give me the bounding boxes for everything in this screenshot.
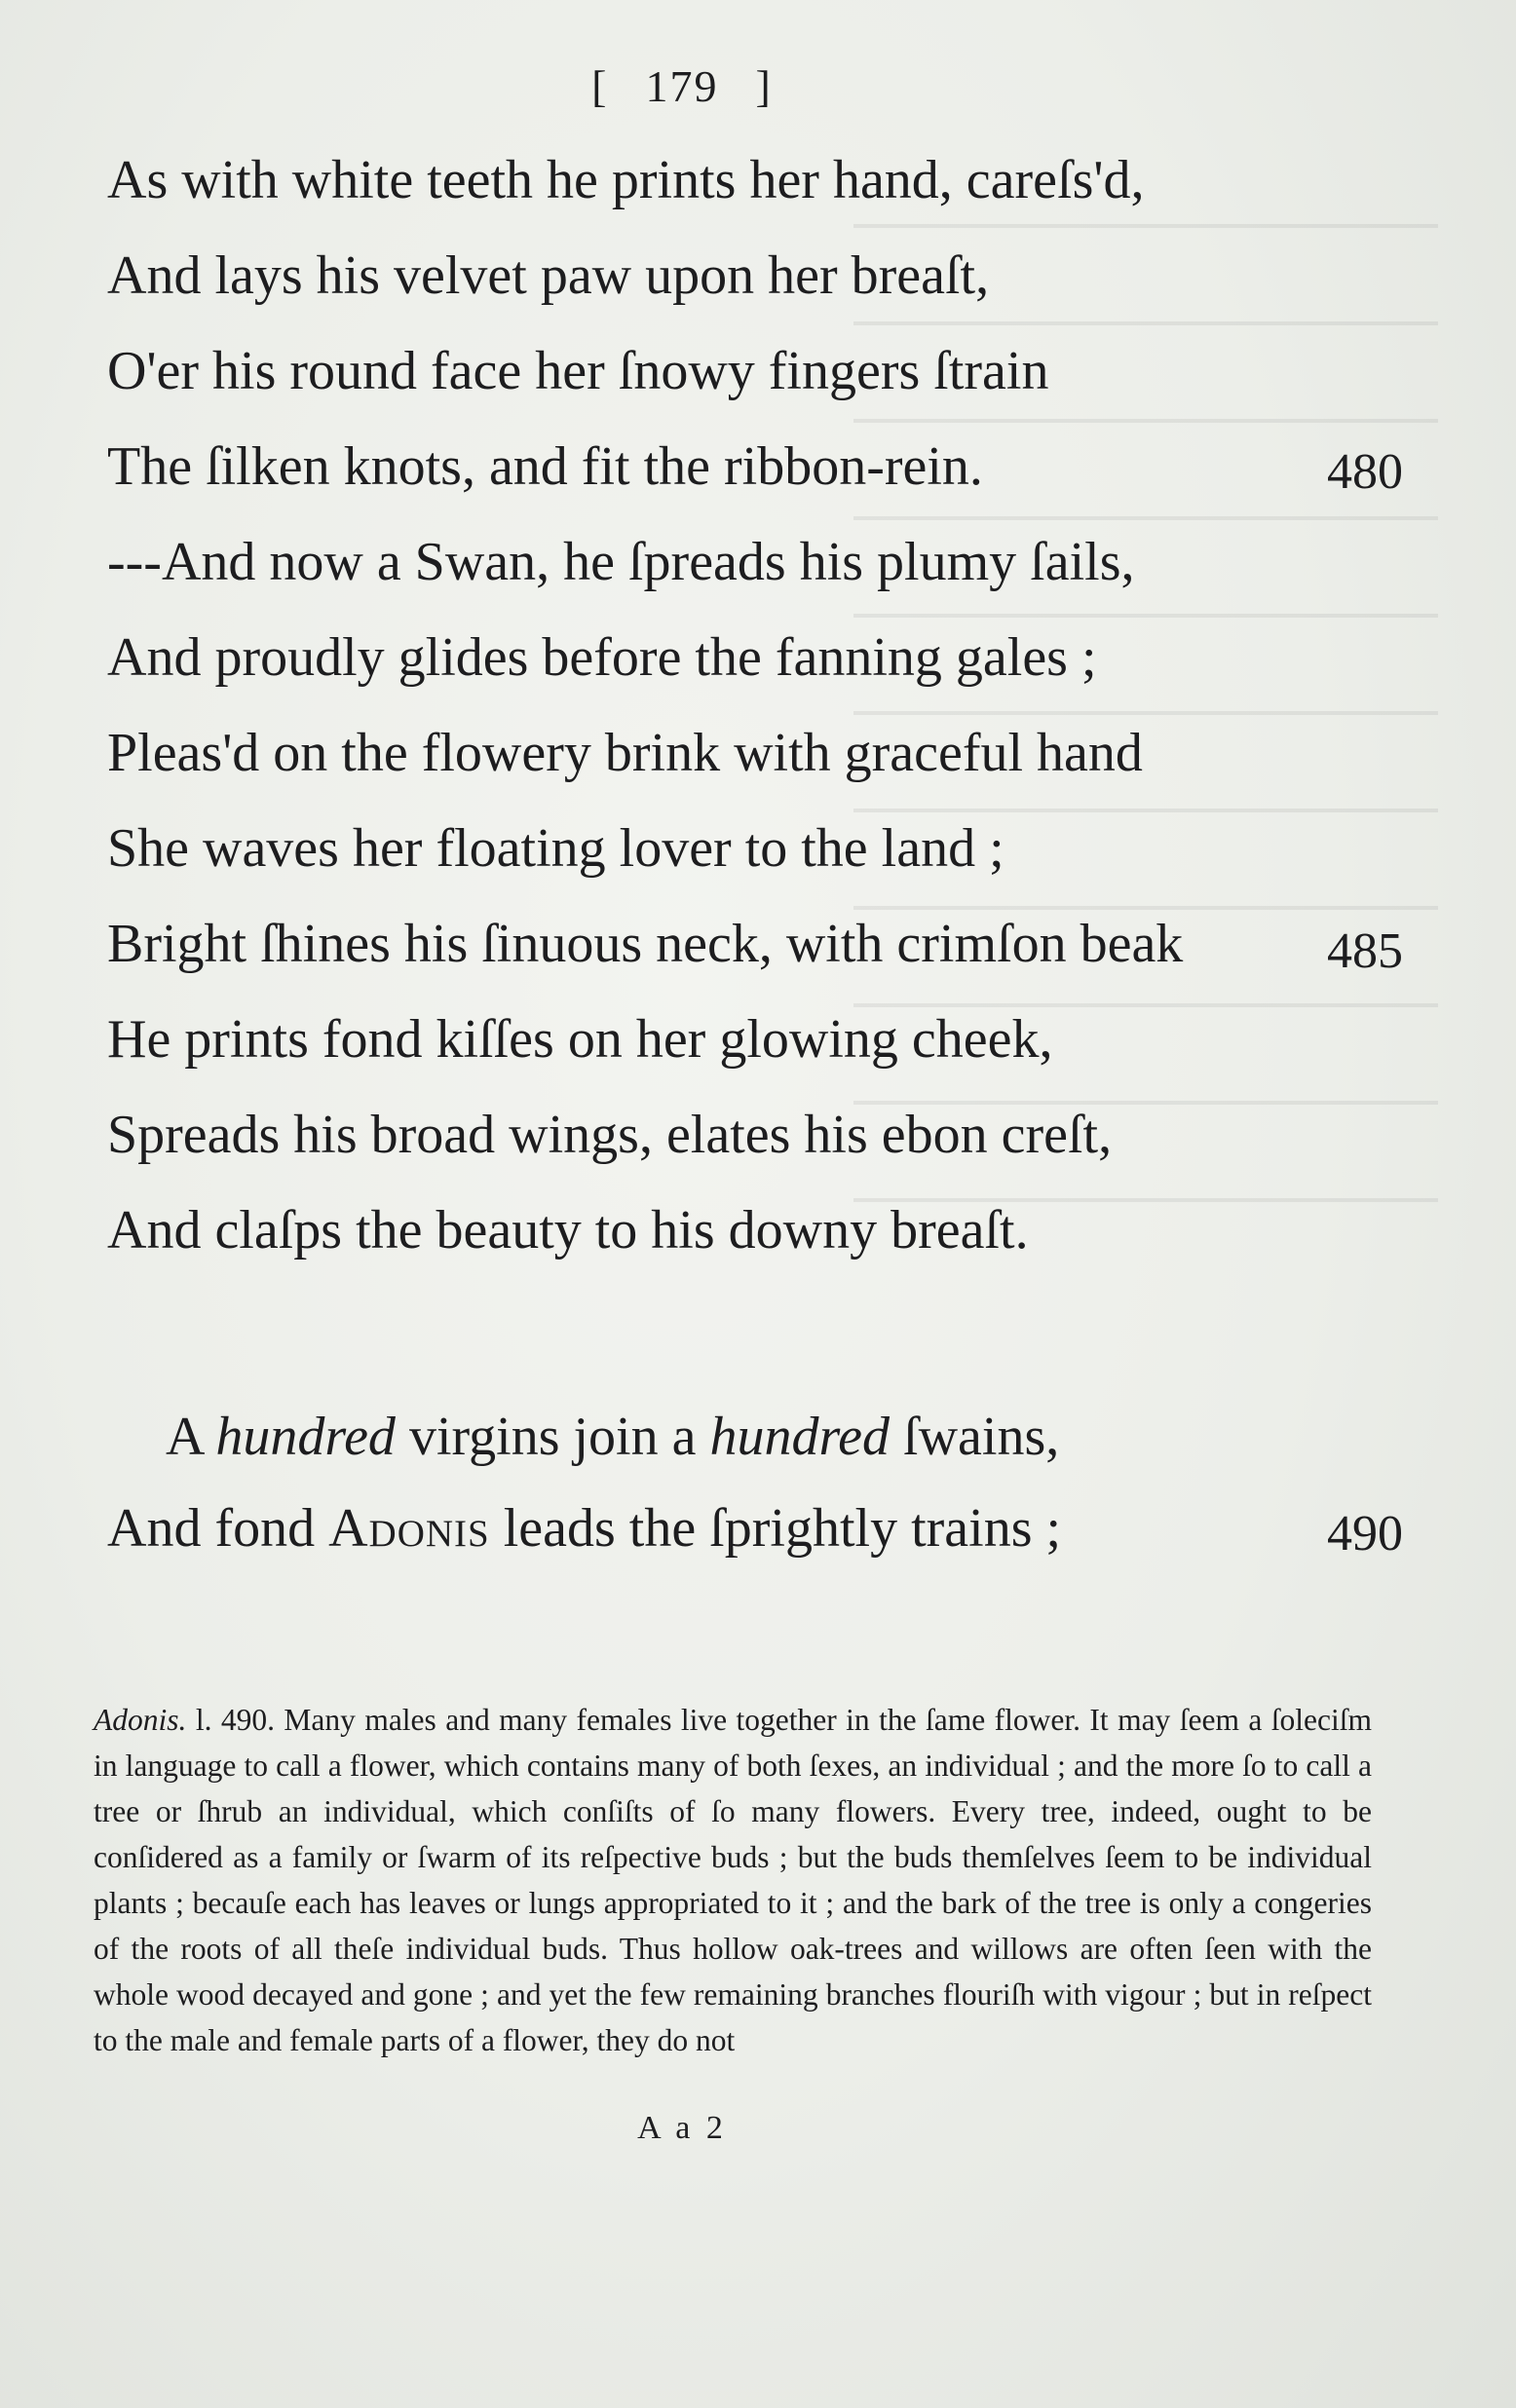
footnote — [94, 1697, 1372, 2063]
line-number: 480 — [1327, 444, 1403, 500]
verse-line: She waves her floating lover to the land ; — [107, 818, 1004, 879]
bracket-open: [ — [591, 61, 609, 111]
verse-line: ---And now a Swan, he ſpreads his plumy ſails, — [107, 532, 1135, 592]
verse-line: He prints fond kiſſes on her glowing cheek, — [107, 1009, 1053, 1070]
verse-italic: hundred — [215, 1407, 396, 1467]
verse-text: virgins join a — [395, 1407, 710, 1467]
signature-mark: A a 2 — [637, 2110, 727, 2146]
verse-line: As with white teeth he prints her hand, careſs'd, — [107, 150, 1145, 210]
verse-text: A — [166, 1407, 216, 1467]
verse-line — [107, 1494, 1061, 1562]
verse-line: O'er his round face her ſnowy fingers ſtrain — [107, 341, 1049, 401]
verse-line: And proudly glides before the fanning gales ; — [107, 627, 1097, 688]
line-number: 485 — [1327, 923, 1403, 979]
verse-line: Bright ſhines his ſinuous neck, with crimſon beak — [107, 914, 1184, 974]
stanza-two — [107, 1403, 1403, 1568]
verse-text: And fond — [107, 1498, 329, 1559]
verse-smallcaps: Adonis — [328, 1498, 490, 1559]
verse-line: Pleas'd on the flowery brink with graceful hand — [107, 723, 1143, 783]
verse-block — [107, 146, 1403, 1364]
page-header — [0, 60, 1364, 112]
verse-text: leads the ſprightly trains ; — [489, 1498, 1062, 1559]
footnote-text: l. 490. Many males and many females live together in the ſame flower. It may ſeem a ſoleciſm in language to call a flower, which contains many of both ſexes, an individual ; and the more ſo to call a tree or ſhrub an individual, which conſiſts of ſo many flowers. Every tree, indeed, ought to be conſidered as a family or ſwarm of its reſpective buds ; but the buds themſelves ſeem to be individual plants ; becauſe each has leaves or lungs appropriated to it ; and the bark of the tree is only a congeries of the roots of all theſe individual buds. Thus hollow oak-trees and willows are often ſeen with the whole wood decayed and gone ; and yet the few remaining branches flouriſh with vigour ; but in reſpect to the male and female parts of a flower, they do not — [94, 1703, 1372, 2057]
verse-italic: hundred — [709, 1407, 891, 1467]
bracket-close: ] — [755, 61, 773, 111]
footnote-lead: Adonis. — [94, 1703, 187, 1737]
verse-line: And claſps the beauty to his downy breaſt. — [107, 1200, 1029, 1260]
verse-text: ſwains, — [890, 1407, 1060, 1467]
verse-line: And lays his velvet paw upon her breaſt, — [107, 245, 990, 306]
line-number: 490 — [1327, 1506, 1403, 1561]
verse-line: The ſilken knots, and fit the ribbon-rein. — [107, 436, 983, 497]
page-number: 179 — [645, 61, 719, 111]
verse-line — [166, 1403, 1059, 1471]
verse-line: Spreads his broad wings, elates his ebon creſt, — [107, 1105, 1113, 1165]
